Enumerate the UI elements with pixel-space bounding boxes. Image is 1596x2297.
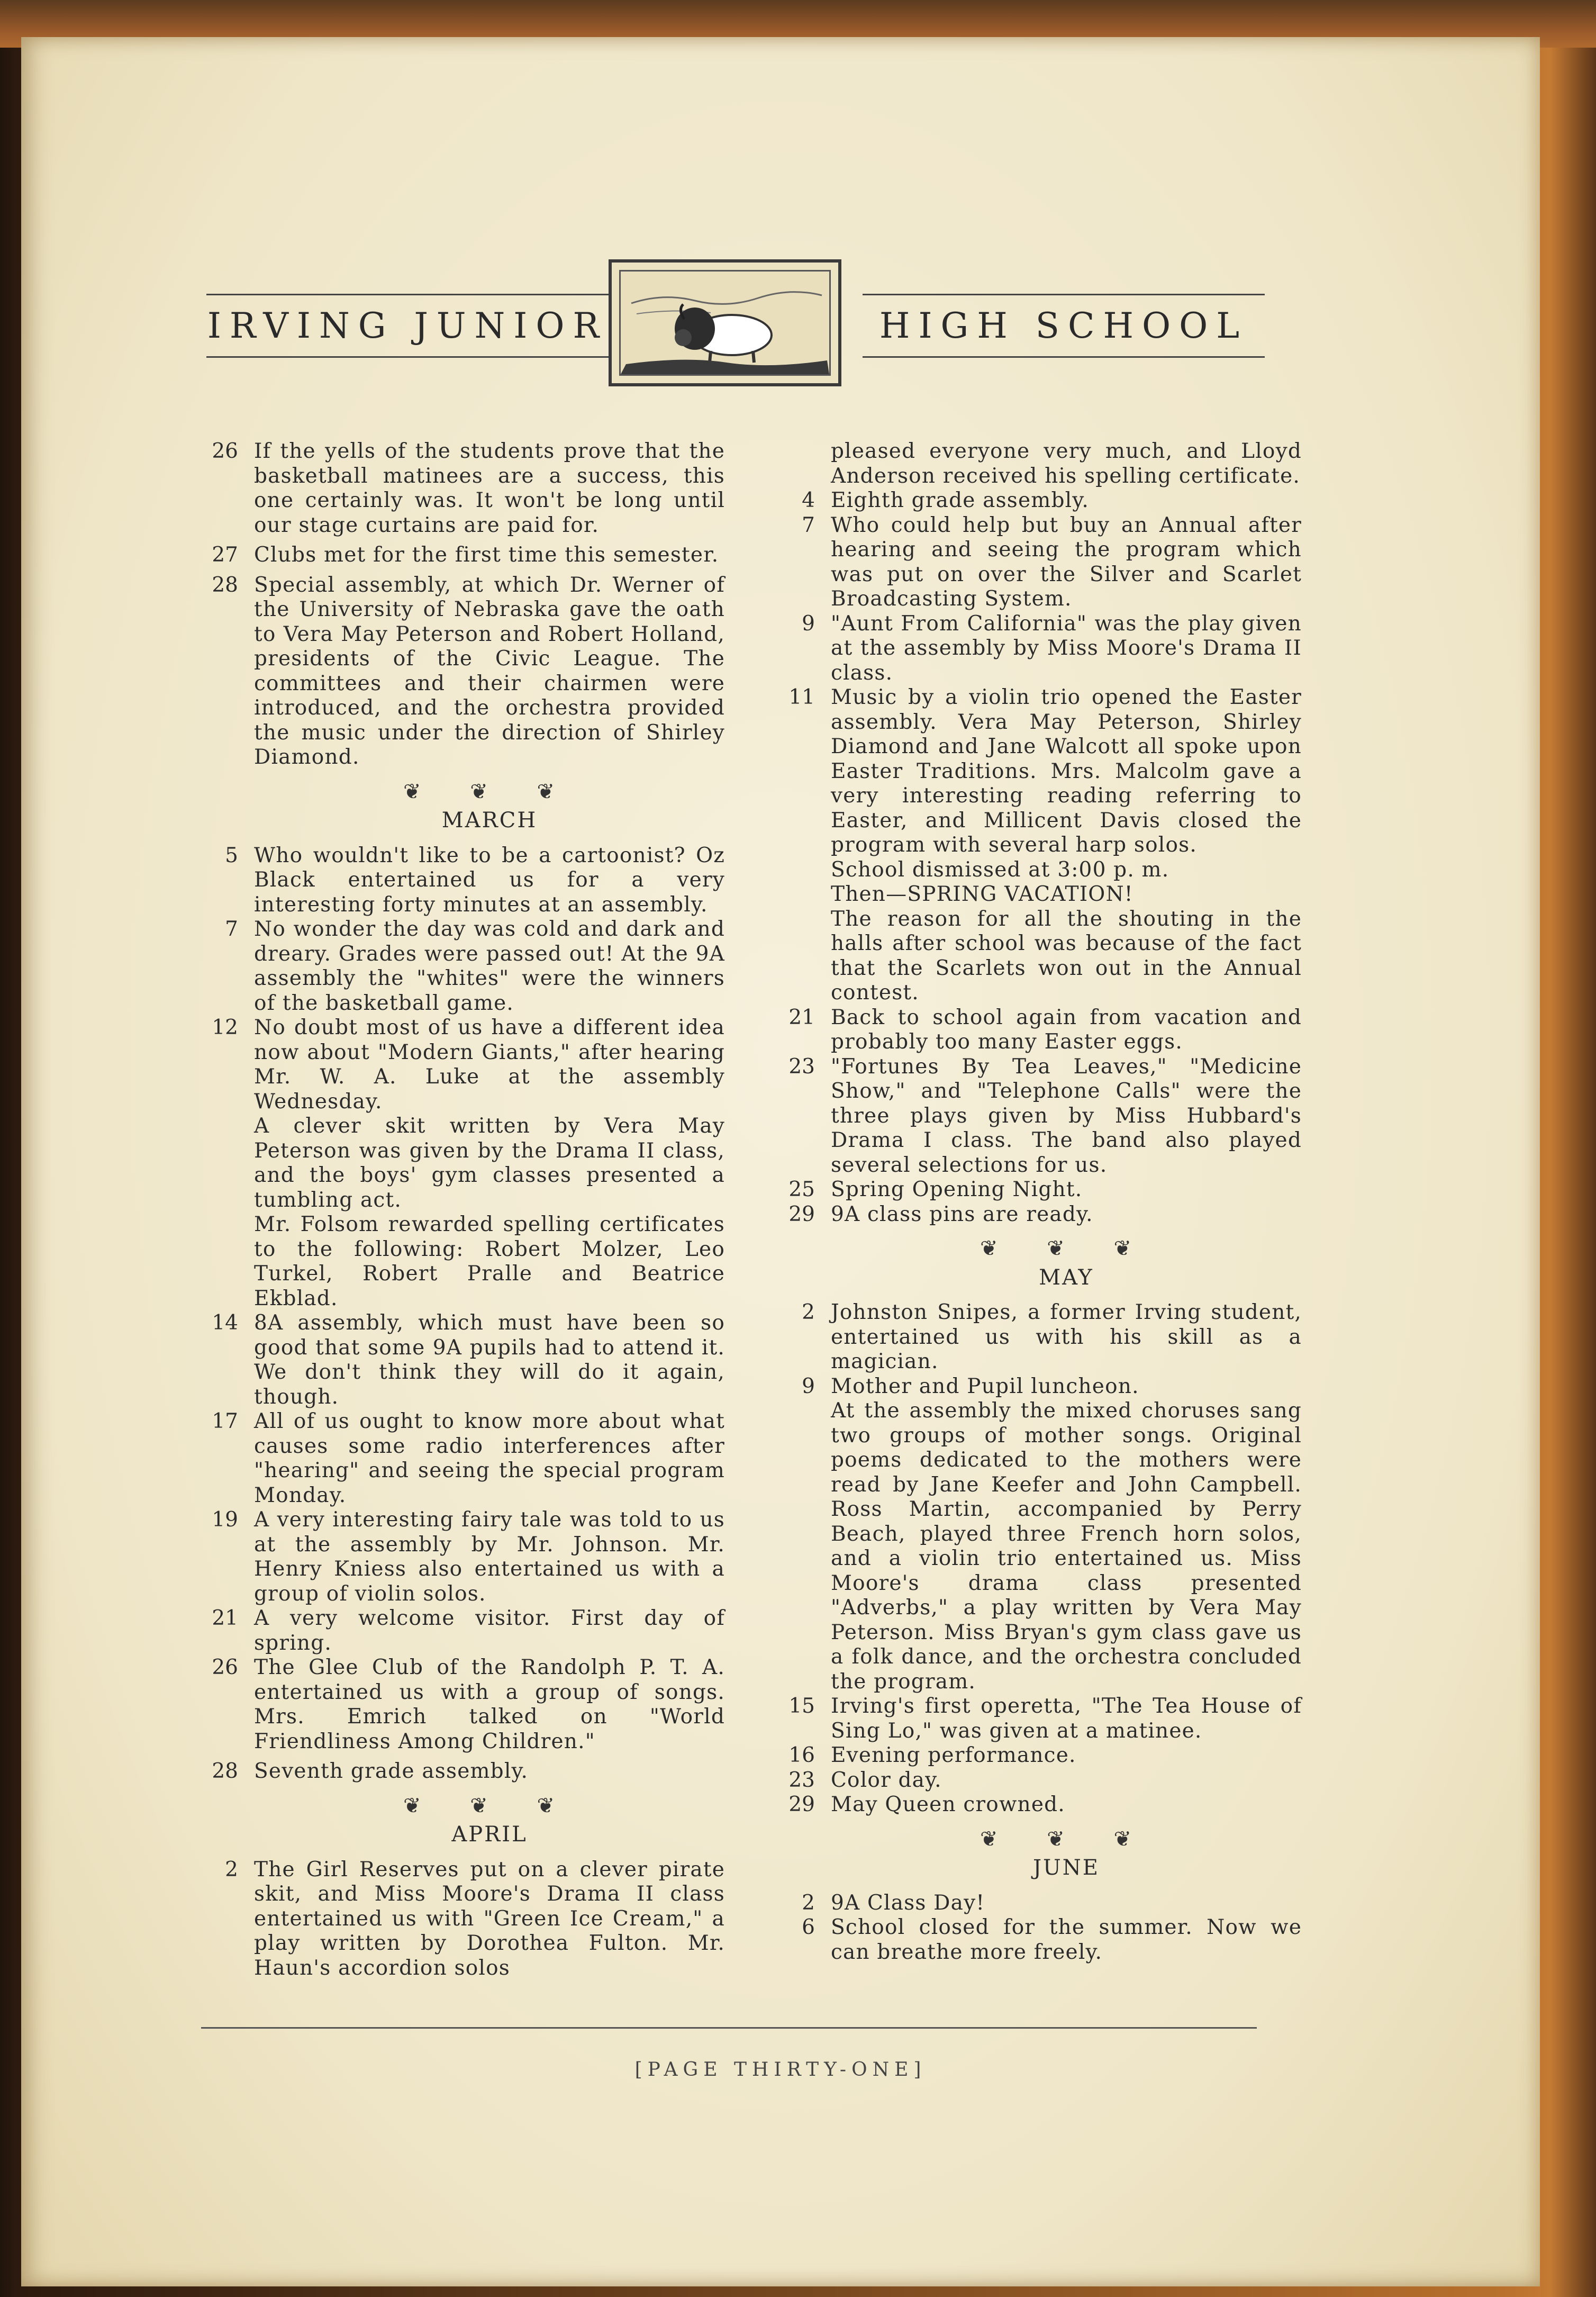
- entry-day: 12: [212, 1016, 238, 1039]
- entry-day: 29: [788, 1202, 815, 1226]
- entry-day: 4: [802, 489, 815, 512]
- calendar-entry: [773, 1374, 1302, 1399]
- entry-text: Johnston Snipes, a former Irving student, entertained us with his skill as a magician.: [831, 1300, 1302, 1373]
- calendar-entry: [773, 1743, 1302, 1768]
- entry-text: A very interesting fairy tale was told to us at the assembly by Mr. Johnson. Mr. Henry Kniess also entertained us with a group of violin solos.: [254, 1508, 725, 1606]
- calendar-entry: [196, 1656, 725, 1754]
- entry-day: 2: [225, 1857, 238, 1882]
- entry-text: Mr. Folsom rewarded spelling certificates to the following: Robert Molzer, Leo Turkel, Robert Pralle and Beatrice Ekblad.: [254, 1213, 725, 1310]
- entry-text: Irving's first operetta, "The Tea House of Sing Lo," was given at a matinee.: [831, 1694, 1302, 1743]
- entry-day: [773, 439, 831, 489]
- left-column: [196, 439, 725, 1981]
- entry-text: Color day.: [831, 1768, 942, 1792]
- calendar-entry: [773, 1915, 1302, 1965]
- entry-text: All of us ought to know more about what causes some radio interferences after "hearing" and seeing the special program Monday.: [254, 1409, 725, 1507]
- calendar-entry: [773, 1178, 1302, 1202]
- calendar-entry: [196, 1508, 725, 1606]
- school-logo: [609, 259, 841, 386]
- entry-day: 2: [802, 1300, 815, 1324]
- calendar-entry: [773, 1202, 1302, 1227]
- ornament-divider: ❦ ❦ ❦: [403, 779, 576, 804]
- entry-day: 11: [788, 685, 815, 709]
- calendar-entry: [196, 1858, 725, 1981]
- entry-text: Special assembly, at which Dr. Werner of the University of Nebraska gave the oath to Vera May Peterson and Robert Holland, presidents of the Civic League. The committees and their chairmen were introduced, and the orchestra provided the music under the direction of Shirley Diamond.: [254, 573, 725, 769]
- entry-text: Spring Opening Night.: [831, 1178, 1083, 1201]
- entry-day: 19: [212, 1508, 238, 1532]
- entry-text: Back to school again from vacation and probably too many Easter eggs.: [831, 1005, 1302, 1054]
- entry-text: If the yells of the students prove that the basketball matinees are a success, this one certainly was. It won't be long until our stage curtains are paid for.: [254, 439, 725, 537]
- month-heading: MAY: [1039, 1265, 1094, 1290]
- entry-day: 26: [212, 439, 238, 463]
- buffalo-emblem-icon: [619, 270, 831, 376]
- calendar-entry: [773, 858, 1302, 883]
- calendar-entry: [196, 1409, 725, 1508]
- entry-text: School closed for the summer. Now we can breathe more freely.: [831, 1915, 1302, 1964]
- calendar-entry: [773, 513, 1302, 612]
- entry-day: 23: [788, 1768, 815, 1792]
- calendar-entry: [196, 1759, 725, 1784]
- entry-text: The Glee Club of the Randolph P. T. A. entertained us with a group of songs. Mrs. Emrich talked on "World Friendliness Among Children.": [254, 1656, 725, 1753]
- calendar-entry: [773, 1300, 1302, 1374]
- footer-rule: [201, 2027, 1257, 2029]
- entry-text: pleased everyone very much, and Lloyd Anderson received his spelling certificate.: [831, 439, 1302, 488]
- entry-text: "Aunt From California" was the play given at the assembly by Miss Moore's Drama II class.: [831, 611, 1302, 685]
- calendar-entry: [773, 1006, 1302, 1055]
- entry-text: The Girl Reserves put on a clever pirate skit, and Miss Moore's Drama II class entertained us with "Green Ice Cream," a play written by Dorothea Fulton. Mr. Haun's accordion solos: [254, 1857, 725, 1980]
- entry-text: Clubs met for the first time this semester.: [254, 543, 719, 567]
- calendar-entry: [773, 439, 1302, 489]
- calendar-entry: [196, 543, 725, 568]
- calendar-entry: [196, 573, 725, 770]
- entry-text: At the assembly the mixed choruses sang two groups of mother songs. Original poems dedicated to the mothers were read by Jane Keefer and John Campbell. Ross Martin, accompanied by Perry Beach, played three French horn solos, and a violin trio entertained us. Miss Moore's drama class presented "Adverbs," a play written by Vera May Peterson. Miss Bryan's gym class gave us a folk dance, and the orchestra concluded the program.: [831, 1399, 1302, 1694]
- entry-text: Seventh grade assembly.: [254, 1759, 529, 1783]
- entry-text: Who wouldn't like to be a cartoonist? Oz Black entertained us for a very interesting forty minutes at an assembly.: [254, 843, 725, 917]
- ornament-divider: ❦ ❦ ❦: [980, 1826, 1153, 1851]
- calendar-entry: [196, 1114, 725, 1213]
- entry-text: Then—SPRING VACATION!: [831, 882, 1133, 906]
- entry-day: 16: [788, 1743, 815, 1767]
- entry-day: 9: [802, 1374, 815, 1398]
- entry-day: [196, 1213, 254, 1311]
- entry-text: Who could help but buy an Annual after hearing and seeing the program which was put on over the Silver and Scarlet Broadcasting System.: [831, 513, 1302, 611]
- calendar-entry: [196, 1311, 725, 1409]
- entry-day: 17: [212, 1409, 238, 1433]
- calendar-entry: [773, 489, 1302, 513]
- entry-text: A very welcome visitor. First day of spring.: [254, 1606, 725, 1655]
- ornament-divider: ❦ ❦ ❦: [980, 1236, 1153, 1261]
- entry-day: 14: [212, 1311, 238, 1335]
- entry-text: May Queen crowned.: [831, 1793, 1065, 1816]
- page-header: [21, 259, 1540, 386]
- entry-text: 9A class pins are ready.: [831, 1202, 1093, 1226]
- entry-text: Music by a violin trio opened the Easter assembly. Vera May Peterson, Shirley Diamond and Jane Walcott all spoke upon Easter Traditions. Mrs. Malcolm gave a very interesting reading referring to Easter, and Millicent Davis closed the program with several harp solos.: [831, 685, 1302, 857]
- calendar-entry: [196, 1016, 725, 1114]
- entry-text: Mother and Pupil luncheon.: [831, 1374, 1139, 1398]
- calendar-entry: [196, 439, 725, 538]
- entry-day: 21: [212, 1606, 238, 1630]
- entry-day: 9: [802, 611, 815, 636]
- calendar-entry: [773, 612, 1302, 686]
- entry-day: 28: [212, 573, 238, 597]
- entry-day: 29: [788, 1793, 815, 1816]
- calendar-entry: [773, 1768, 1302, 1793]
- page: [21, 37, 1540, 2286]
- calendar-entry: [196, 917, 725, 1016]
- calendar-entry: [773, 1694, 1302, 1743]
- entry-day: 26: [212, 1656, 238, 1679]
- entry-text: 8A assembly, which must have been so good that some 9A pupils had to attend it. We don't think they will do it again, though.: [254, 1311, 725, 1409]
- calendar-entry: [773, 685, 1302, 858]
- calendar-entry: [773, 907, 1302, 1006]
- entry-text: The reason for all the shouting in the halls after school was because of the fact that the Scarlets won out in the Annual contest.: [831, 907, 1302, 1005]
- page-number: [PAGE THIRTY-ONE]: [634, 2059, 927, 2081]
- entry-day: 2: [802, 1891, 815, 1915]
- entry-text: No wonder the day was cold and dark and dreary. Grades were passed out! At the 9A assembly the "whites" were the winners of the basketball game.: [254, 917, 725, 1015]
- month-heading: MARCH: [441, 808, 538, 833]
- entry-day: [773, 882, 831, 907]
- right-column: [773, 439, 1302, 1965]
- entry-text: No doubt most of us have a different idea now about "Modern Giants," after hearing Mr. W. A. Luke at the assembly Wednesday.: [254, 1016, 725, 1114]
- entry-day: [196, 1114, 254, 1213]
- calendar-entry: [196, 1606, 725, 1656]
- calendar-entry: [773, 1891, 1302, 1916]
- entry-day: 7: [225, 917, 238, 941]
- entry-day: 23: [788, 1054, 815, 1079]
- entry-text: "Fortunes By Tea Leaves," "Medicine Show," and "Telephone Calls" were the three plays given by Miss Hubbard's Drama I class. The band also played several selections for us.: [831, 1054, 1302, 1177]
- calendar-entry: [196, 1213, 725, 1311]
- calendar-entry: [773, 1793, 1302, 1817]
- entry-day: 5: [225, 843, 238, 867]
- entry-text: Evening performance.: [831, 1743, 1076, 1767]
- entry-text: Eighth grade assembly.: [831, 489, 1089, 512]
- entry-day: [773, 1399, 831, 1694]
- entry-day: 28: [212, 1759, 238, 1783]
- calendar-entry: [773, 882, 1302, 907]
- entry-day: 21: [788, 1005, 815, 1029]
- entry-text: 9A Class Day!: [831, 1891, 985, 1915]
- calendar-entry: [196, 844, 725, 918]
- entry-day: 27: [212, 543, 238, 567]
- header-title-left: IRVING JUNIOR: [206, 294, 609, 358]
- header-title-right: HIGH SCHOOL: [863, 294, 1265, 358]
- month-heading: JUNE: [1033, 1856, 1100, 1880]
- entry-day: 7: [802, 513, 815, 537]
- calendar-entry: [773, 1055, 1302, 1178]
- entry-text: A clever skit written by Vera May Peterson was given by the Drama II class, and the boys' gym classes presented a tumbling act.: [254, 1114, 725, 1212]
- month-heading: APRIL: [451, 1822, 528, 1847]
- entry-day: 25: [788, 1178, 815, 1201]
- entry-text: School dismissed at 3:00 p. m.: [831, 857, 1169, 882]
- entry-day: [773, 858, 831, 883]
- entry-day: 15: [788, 1694, 815, 1718]
- calendar-entry: [773, 1399, 1302, 1694]
- entry-day: 6: [802, 1915, 815, 1939]
- ornament-divider: ❦ ❦ ❦: [403, 1793, 576, 1818]
- entry-day: [773, 907, 831, 1006]
